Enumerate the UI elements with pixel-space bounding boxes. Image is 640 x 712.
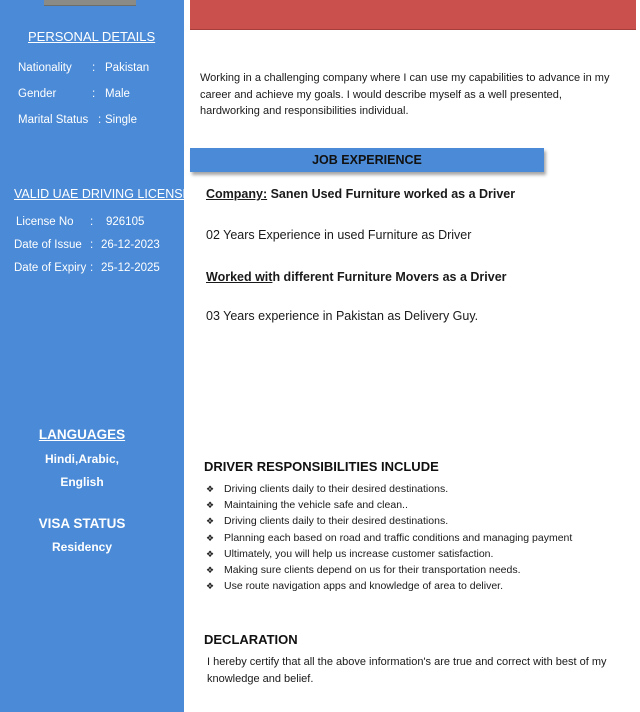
license-heading: VALID UAE DRIVING LICENSE: [14, 187, 191, 201]
nationality-sep: :: [92, 62, 96, 74]
list-item: ❖ Driving clients daily to their desired destinations.: [206, 481, 626, 497]
job-experience-heading: JOB EXPERIENCE: [190, 148, 544, 172]
gender-sep: :: [92, 88, 96, 100]
list-item: ❖ Driving clients daily to their desired destinations.: [206, 513, 626, 529]
list-item: ❖ Use route navigation apps and knowledge of area to deliver.: [206, 578, 626, 594]
diamond-bullet-icon: ❖: [206, 532, 215, 543]
marital-status-label: Marital Status: [18, 114, 89, 126]
marital-status-sep: :: [98, 114, 102, 126]
list-item: ❖ Ultimately, you will help us increase customer satisfaction.: [206, 546, 626, 562]
experience-line-1: 02 Years Experience in used Furniture as Driver: [206, 228, 472, 242]
diamond-bullet-icon: ❖: [206, 581, 215, 592]
nationality-value: Pakistan: [105, 62, 150, 74]
gender-label: Gender: [18, 88, 57, 100]
marital-status-value: Single: [105, 114, 137, 126]
declaration-heading: DECLARATION: [204, 632, 298, 647]
date-of-issue-sep: :: [90, 239, 94, 251]
date-of-issue-label: Date of Issue: [14, 239, 82, 251]
date-of-expiry-row: [14, 262, 180, 278]
objective-text: Working in a challenging company where I can use my capabilities to advance in my career and achieve my goals. I would describe myself as a well presented, hardworking and responsibilities individual.: [200, 72, 610, 117]
list-item: ❖ Making sure clients depend on us for their transportation needs.: [206, 562, 626, 578]
worked-with-underlined: Worked wit: [206, 270, 273, 284]
worked-with-rest: h different Furniture Movers as a Driver: [272, 270, 507, 284]
responsibilities-heading: DRIVER RESPONSIBILITIES INCLUDE: [204, 459, 439, 474]
nationality-row: [18, 62, 178, 78]
diamond-bullet-icon: ❖: [206, 500, 215, 511]
personal-details-heading: PERSONAL DETAILS: [28, 29, 156, 44]
gender-value: Male: [105, 88, 130, 100]
diamond-bullet-icon: ❖: [206, 516, 215, 527]
company-label: Company:: [206, 187, 268, 201]
date-of-issue-value: 26-12-2023: [101, 239, 160, 251]
company-line: [206, 187, 515, 201]
sidebar: [0, 0, 191, 712]
languages-line-1: Hindi,Arabic,: [44, 452, 119, 466]
license-no-value: 926105: [106, 216, 145, 228]
date-of-expiry-value: 25-12-2025: [101, 262, 160, 274]
header-bar: [190, 0, 636, 30]
languages-line-2: English: [60, 475, 104, 489]
date-of-expiry-sep: :: [90, 262, 94, 274]
nationality-label: Nationality: [18, 62, 72, 74]
diamond-bullet-icon: ❖: [206, 548, 215, 559]
languages-heading: LANGUAGES: [38, 427, 126, 442]
list-item: ❖ Planning each based on road and traffic conditions and managing payment: [206, 530, 626, 546]
profile-photo: [44, 0, 136, 6]
declaration-text: I hereby certify that all the above information's are true and correct with best of my knowledge and belief.: [207, 656, 607, 685]
date-of-expiry-label: Date of Expiry: [14, 262, 87, 274]
company-value: Sanen Used Furniture worked as a Driver: [267, 187, 516, 201]
experience-line-2: 03 Years experience in Pakistan as Delivery Guy.: [206, 309, 479, 323]
marital-status-row: [18, 114, 178, 130]
date-of-issue-row: [14, 239, 180, 255]
license-no-label: License No: [16, 216, 74, 228]
list-item: ❖ Maintaining the vehicle safe and clean..: [206, 497, 626, 513]
visa-status-value: Residency: [51, 540, 113, 554]
worked-with-line: [206, 270, 507, 284]
gender-row: [18, 88, 178, 104]
visa-status-heading: VISA STATUS: [38, 516, 126, 531]
responsibilities-list: [206, 481, 626, 594]
diamond-bullet-icon: ❖: [206, 565, 215, 576]
license-no-row: [16, 216, 180, 232]
license-no-sep: :: [90, 216, 94, 228]
diamond-bullet-icon: ❖: [206, 484, 215, 494]
